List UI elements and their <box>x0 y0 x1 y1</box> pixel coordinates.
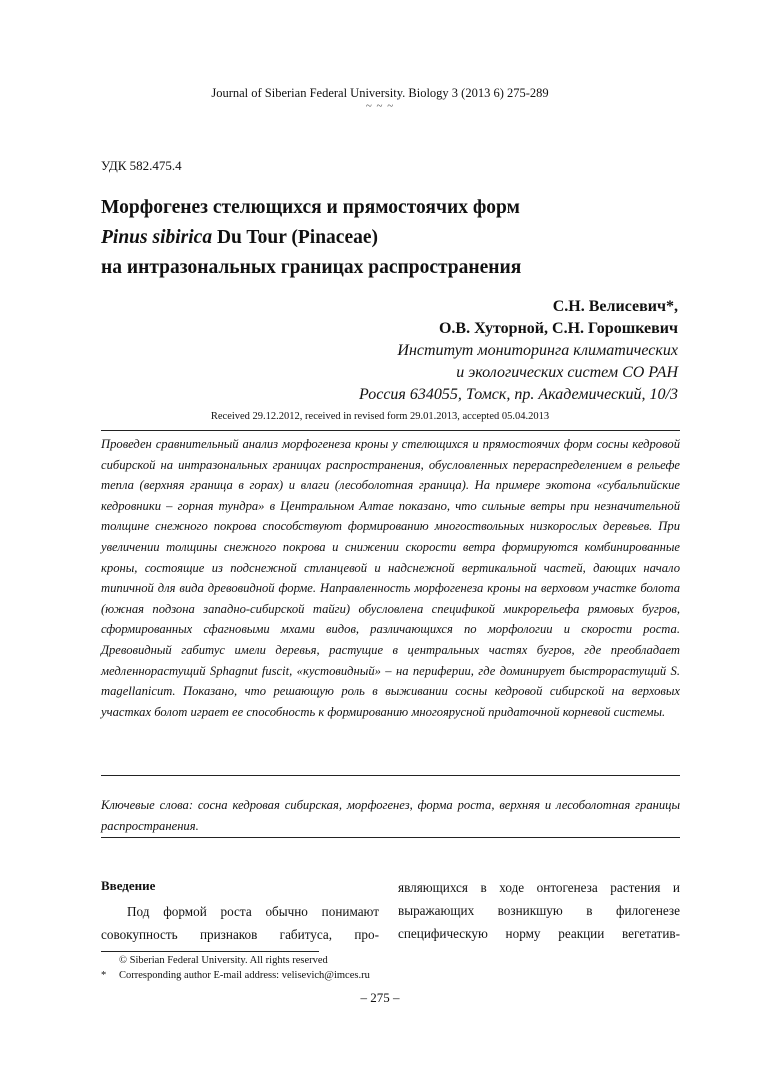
footnote-corresponding: * Corresponding author E-mail address: velisevich@imces.ru <box>101 969 370 984</box>
footnotes <box>101 954 370 983</box>
affiliation-line-2: и экологических систем СО РАН <box>456 364 678 381</box>
title-line-2 <box>101 223 521 253</box>
title-line-1: Морфогенез стелющихся и прямостоячих форм <box>101 197 520 218</box>
title-line-3: на интразональных границах распространения <box>101 257 522 278</box>
footnote-copyright: © Siberian Federal University. All rights reserved <box>119 955 328 966</box>
authors-block <box>359 296 678 406</box>
body-left-column <box>101 876 379 946</box>
abstract: Проведен сравнительный анализ морфогенеза кроны у стелющихся и прямостоячих форм сосны кедровой сибирской на интразональных границах распространения, обусловленных перераспределением в рельефе тепла (верхняя граница в горах) и влаги (лесоболотная граница). На примере экотона «субальпийские кедровники – горная тундра» в Центральном Алтае показано, что сильные ветры при незначительной толщине снежного покрова способствуют формированию многоствольных низкорослых деревьев. При увеличении толщины снежного покрова и снижении скорости ветра формируются комбинированные кроны, состоящие из подснежной стланцевой и надснежной вертикальной частей, дающих начало типичной для вида древовидной форме. Направленность морфогенеза кроны на верховом участке болота (южная подзона западно-сибирской тайги) обусловлена спецификой микрорельефа рямовых бугров, сформированных сфагновыми мхами видов, различающихся по морфологии и скорости роста. Древовидный габитус имели деревья, растущие в центральных частях бугров, где преобладает медленнорастущий Sphagnut fuscit, «кустовидный» – на периферии, где доминирует быстрорастущий S. magellanicum. Показано, что решающую роль в выживании сосны кедровой сибирской на верховых участках болот играет ее способность к формированию многоярусной придаточной корневой системы. <box>101 437 680 719</box>
body-right-column <box>398 876 680 945</box>
article-title <box>101 193 521 283</box>
header-ornament: ~ ~ ~ <box>365 100 395 112</box>
title-species-author: Du Tour (Pinaceae) <box>212 227 379 248</box>
affiliation-address: Россия 634055, Томск, пр. Академический, 10/3 <box>359 386 678 403</box>
title-species: Pinus sibirica <box>101 227 213 248</box>
udk-code: УДК 582.475.4 <box>101 158 182 173</box>
affiliation-line-1: Институт мониторинга климатических <box>397 342 678 359</box>
footnote-star: * <box>101 969 107 981</box>
footnote-rule <box>101 951 319 952</box>
authors-line-1: С.Н. Велисевич*, <box>552 298 678 315</box>
left-column-text: Под формой роста обычно понимают совокупность признаков габитуса, про- <box>101 904 379 942</box>
authors-line-2: О.В. Хуторной, С.Н. Горошкевич <box>438 320 678 337</box>
keywords-bottom-rule <box>101 837 680 838</box>
section-heading: Введение <box>101 878 156 893</box>
journal-header: Journal of Siberian Federal University. Biology 3 (2013 6) 275-289 <box>211 86 549 100</box>
right-column-text: являющихся в ходе онтогенеза растения и выражающих возникшую в филогенезе специфическую норму реакции вегетатив- <box>398 880 680 941</box>
page-number: – 275 – <box>360 990 400 1005</box>
keywords: Ключевые слова: сосна кедровая сибирская, морфогенез, форма роста, верхняя и лесоболотная границы распространения. <box>101 798 680 833</box>
received-dates: Received 29.12.2012, received in revised form 29.01.2013, accepted 05.04.2013 <box>210 411 550 422</box>
abstract-bottom-rule <box>101 775 680 776</box>
abstract-top-rule <box>101 430 680 431</box>
